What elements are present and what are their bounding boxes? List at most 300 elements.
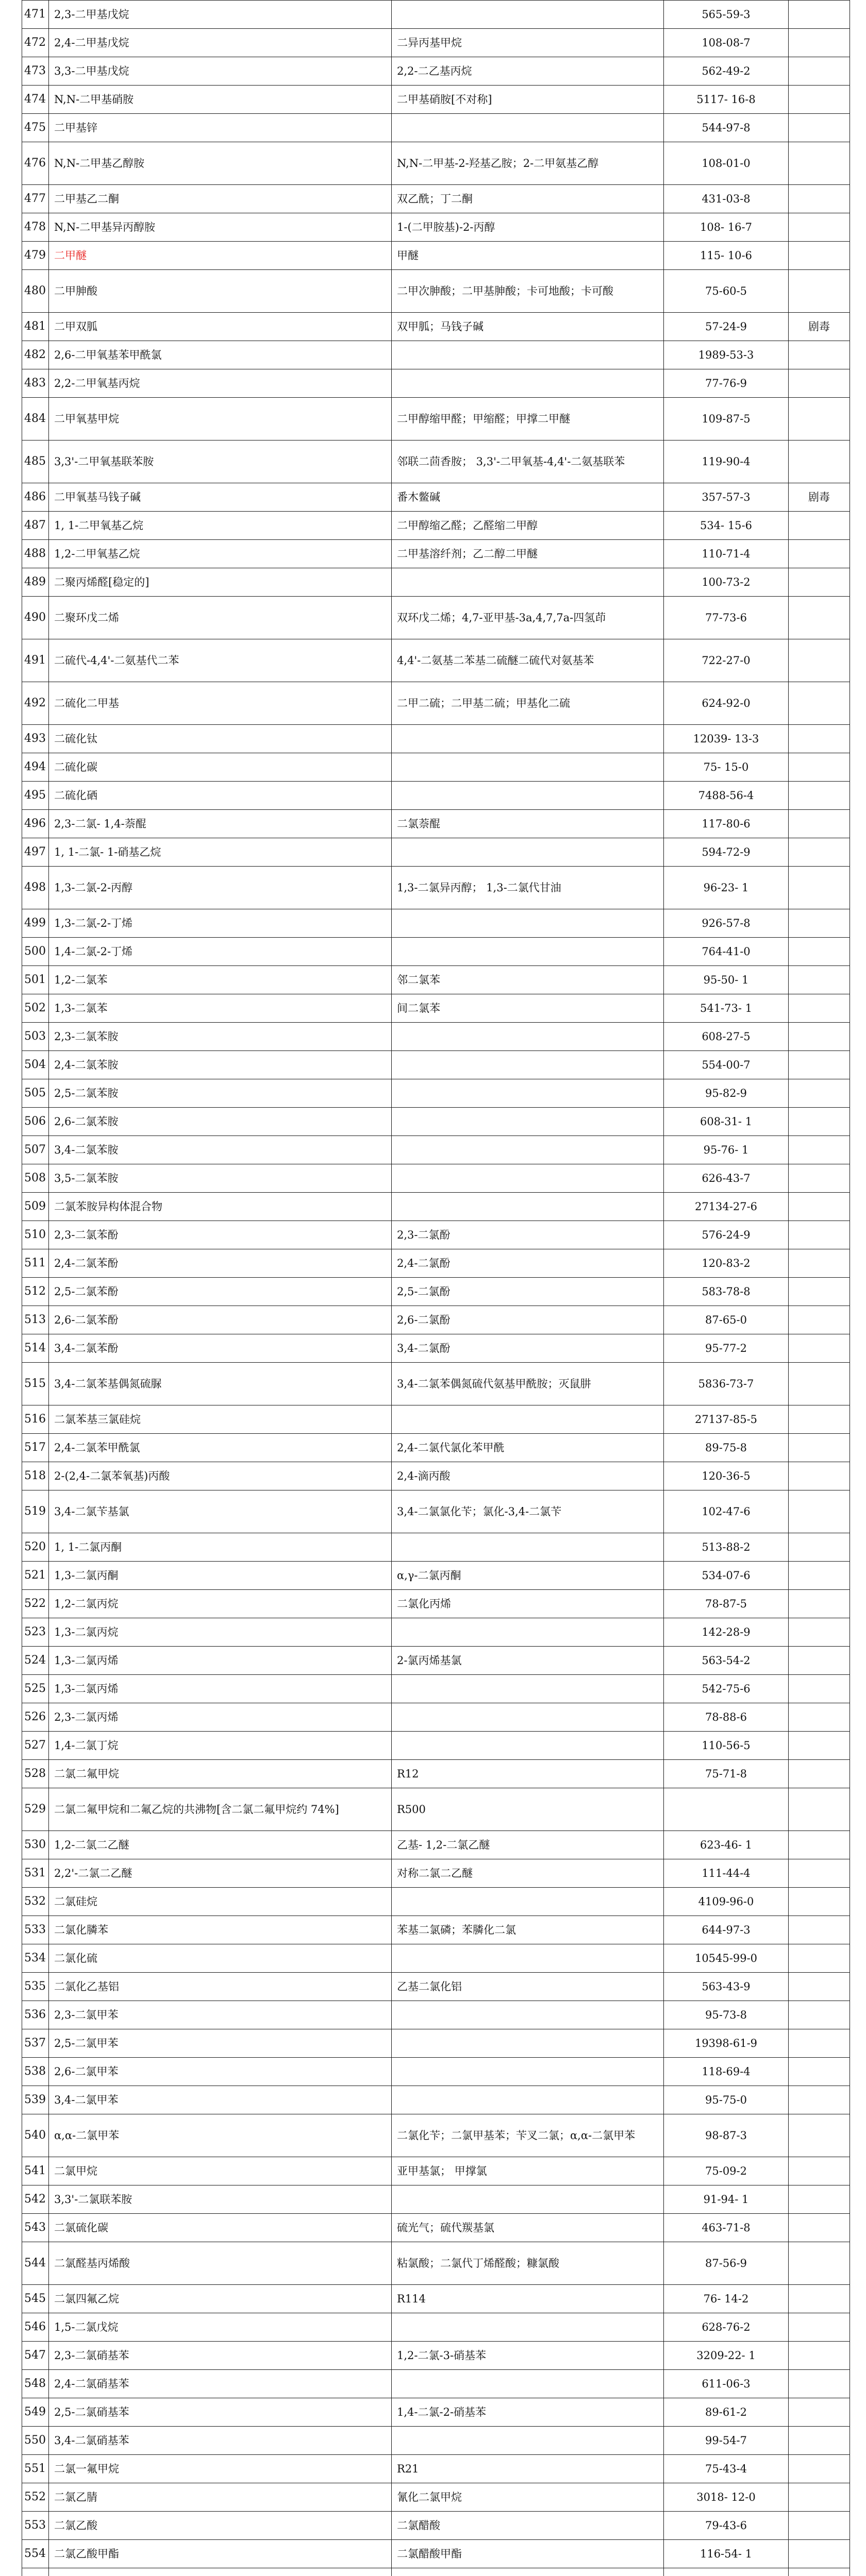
cas-number-cell: 7488-56-4 — [664, 782, 789, 810]
row-number-cell: 541 — [22, 2157, 49, 2185]
table-row — [22, 142, 850, 185]
row-number-cell: 544 — [22, 2242, 49, 2285]
alias-cell: 3,4-二氯氯化苄；氯化-3,4-二氯苄 — [392, 1490, 664, 1533]
cas-number-cell: 95-75-0 — [664, 2086, 789, 2114]
cas-number-cell: 79-43-6 — [664, 2512, 789, 2540]
remark-cell — [789, 1193, 850, 1221]
table-body — [22, 1, 850, 2576]
chemical-name-cell: 2,6-二氯苯酚 — [49, 1306, 392, 1334]
row-number-cell: 502 — [22, 994, 49, 1023]
row-number-cell: 485 — [22, 440, 49, 483]
row-number-cell: 553 — [22, 2512, 49, 2540]
table-row — [22, 114, 850, 142]
cas-number-cell: 623-46- 1 — [664, 1831, 789, 1859]
row-number-cell: 534 — [22, 1944, 49, 1973]
table-row — [22, 2512, 850, 2540]
alias-cell: R12 — [392, 1760, 664, 1788]
remark-cell — [789, 1363, 850, 1405]
cas-number-cell: 98-87-3 — [664, 2114, 789, 2157]
chemical-name-cell: 二氯苯基三氯硅烷 — [49, 1405, 392, 1434]
row-number-cell: 529 — [22, 1788, 49, 1831]
chemical-name-cell: 2,5-二氯甲苯 — [49, 2029, 392, 2058]
chemical-name-cell: 二氯甲烷 — [49, 2157, 392, 2185]
table-row — [22, 1221, 850, 1249]
chemical-name-cell: 二氯二氟甲烷 — [49, 1760, 392, 1788]
chemical-name-cell: 二氯苯胺异构体混合物 — [49, 1193, 392, 1221]
row-number-cell: 522 — [22, 1590, 49, 1618]
chemical-name-cell: 二氯一氟甲烷 — [49, 2455, 392, 2483]
row-number-cell: 549 — [22, 2398, 49, 2427]
row-number-cell: 487 — [22, 512, 49, 540]
row-number-cell: 496 — [22, 810, 49, 838]
cas-number-cell: 108-01-0 — [664, 142, 789, 185]
row-number-cell: 491 — [22, 639, 49, 682]
cas-number-cell: 75-43-4 — [664, 2455, 789, 2483]
alias-cell: 二氯化苄；二氯甲基苯；苄叉二氯；α,α-二氯甲苯 — [392, 2114, 664, 2157]
table-row — [22, 1788, 850, 1831]
row-number-cell: 490 — [22, 597, 49, 639]
alias-cell — [392, 2058, 664, 2086]
remark-cell — [789, 1334, 850, 1363]
cas-number-cell: 4109-96-0 — [664, 1888, 789, 1916]
alias-cell: 乙基二氯化铝 — [392, 1973, 664, 2001]
row-number-cell: 505 — [22, 1079, 49, 1108]
alias-cell — [392, 2370, 664, 2398]
table-row — [22, 838, 850, 867]
table-row — [22, 994, 850, 1023]
alias-cell: 二甲醇缩乙醛；乙醛缩二甲醇 — [392, 512, 664, 540]
chemical-table-sheet — [22, 0, 850, 2576]
remark-cell — [789, 1562, 850, 1590]
alias-cell — [392, 2568, 664, 2576]
cas-number-cell: 91-94- 1 — [664, 2185, 789, 2214]
chemical-name-cell: α,α-二氯甲苯 — [49, 2114, 392, 2157]
alias-cell — [392, 2029, 664, 2058]
chemical-name-cell: 1, 1-二甲氧基乙烷 — [49, 512, 392, 540]
alias-cell: 邻二氯苯 — [392, 966, 664, 994]
cas-number-cell: 111-44-4 — [664, 1859, 789, 1888]
alias-cell — [392, 369, 664, 398]
table-row — [22, 2398, 850, 2427]
table-row — [22, 725, 850, 753]
remark-cell — [789, 213, 850, 242]
cas-number-cell: 562-49-2 — [664, 57, 789, 86]
cas-number-cell: 87-65-0 — [664, 1306, 789, 1334]
alias-cell: 2,4-二氯代氯化苯甲酰 — [392, 1434, 664, 1462]
row-number-cell: 518 — [22, 1462, 49, 1490]
row-number-cell: 471 — [22, 1, 49, 29]
table-row — [22, 242, 850, 270]
remark-cell — [789, 2114, 850, 2157]
cas-number-cell: 77-73-6 — [664, 597, 789, 639]
alias-cell: 乙基- 1,2-二氯乙醚 — [392, 1831, 664, 1859]
chemical-name-cell: 二聚环戊二烯 — [49, 597, 392, 639]
table-row — [22, 2242, 850, 2285]
row-number-cell: 540 — [22, 2114, 49, 2157]
cas-number-cell — [664, 1788, 789, 1831]
table-row — [22, 1434, 850, 1462]
chemical-name-cell: 二硫化钛 — [49, 725, 392, 753]
remark-cell — [789, 2427, 850, 2455]
row-number-cell: 478 — [22, 213, 49, 242]
cas-number-cell: 27137-85-5 — [664, 1405, 789, 1434]
row-number-cell: 512 — [22, 1278, 49, 1306]
cas-number-cell: 534- 15-6 — [664, 512, 789, 540]
alias-cell: 氰化二氯甲烷 — [392, 2483, 664, 2512]
remark-cell — [789, 1164, 850, 1193]
row-number-cell: 554 — [22, 2540, 49, 2568]
cas-number-cell — [664, 2568, 789, 2576]
alias-cell — [392, 1023, 664, 1051]
table-row — [22, 1051, 850, 1079]
alias-cell: 硫光气；硫代羰基氯 — [392, 2214, 664, 2242]
chemical-name-cell: 二氯四氟乙烷 — [49, 2285, 392, 2313]
row-number-cell: 551 — [22, 2455, 49, 2483]
cas-number-cell: 87-56-9 — [664, 2242, 789, 2285]
row-number-cell: 543 — [22, 2214, 49, 2242]
table-row — [22, 270, 850, 313]
table-row — [22, 57, 850, 86]
remark-cell — [789, 1675, 850, 1703]
cas-number-cell: 594-72-9 — [664, 838, 789, 867]
remark-cell: 剧毒 — [789, 483, 850, 512]
remark-cell — [789, 2086, 850, 2114]
table-row — [22, 2370, 850, 2398]
table-row — [22, 639, 850, 682]
chemical-name-cell: 2,3-二氯苯胺 — [49, 1023, 392, 1051]
alias-cell: 二氯萘醌 — [392, 810, 664, 838]
chemical-name-cell: 1,3-二氯-2-丙醇 — [49, 867, 392, 909]
table-row — [22, 1164, 850, 1193]
chemical-name-cell: 二氯乙腈 — [49, 2483, 392, 2512]
table-row — [22, 2313, 850, 2342]
table-row — [22, 1647, 850, 1675]
cas-number-cell: 1989-53-3 — [664, 341, 789, 369]
alias-cell: 1,2-二氯-3-硝基苯 — [392, 2342, 664, 2370]
chemical-name-cell: 2,4-二氯苯酚 — [49, 1249, 392, 1278]
cas-number-cell: 542-75-6 — [664, 1675, 789, 1703]
remark-cell — [789, 725, 850, 753]
cas-number-cell: 608-27-5 — [664, 1023, 789, 1051]
chemical-name-cell: 2,4-二氯硝基苯 — [49, 2370, 392, 2398]
row-number-cell: 520 — [22, 1533, 49, 1562]
row-number-cell: 523 — [22, 1618, 49, 1647]
alias-cell — [392, 1051, 664, 1079]
row-number-cell: 527 — [22, 1732, 49, 1760]
table-row — [22, 1732, 850, 1760]
table-row — [22, 1916, 850, 1944]
alias-cell: 二甲基溶纤剂；乙二醇二甲醚 — [392, 540, 664, 568]
row-number-cell: 473 — [22, 57, 49, 86]
cas-number-cell: 100-73-2 — [664, 568, 789, 597]
chemical-name-cell: 二氯硅烷 — [49, 1888, 392, 1916]
row-number-cell: 509 — [22, 1193, 49, 1221]
alias-cell — [392, 1618, 664, 1647]
cas-number-cell: 119-90-4 — [664, 440, 789, 483]
chemical-name-cell: 1,2-二甲氧基乙烷 — [49, 540, 392, 568]
remark-cell — [789, 753, 850, 782]
cas-number-cell: 75-09-2 — [664, 2157, 789, 2185]
alias-cell: 双甲胍；马钱子碱 — [392, 313, 664, 341]
remark-cell — [789, 867, 850, 909]
table-row — [22, 2285, 850, 2313]
table-row — [22, 597, 850, 639]
table-row — [22, 1703, 850, 1732]
cas-number-cell: 120-36-5 — [664, 1462, 789, 1490]
chemical-name-cell: 2,4-二氯苯甲酰氯 — [49, 1434, 392, 1462]
alias-cell — [392, 725, 664, 753]
table-row — [22, 1490, 850, 1533]
chemical-name-cell: 二甲双胍 — [49, 313, 392, 341]
remark-cell — [789, 966, 850, 994]
chemical-name-cell: 1,2-二氯苯 — [49, 966, 392, 994]
remark-cell — [789, 1703, 850, 1732]
table-row — [22, 1760, 850, 1788]
remark-cell — [789, 782, 850, 810]
alias-cell: 2,6-二氯酚 — [392, 1306, 664, 1334]
row-number-cell: 516 — [22, 1405, 49, 1434]
remark-cell — [789, 2242, 850, 2285]
remark-cell — [789, 1916, 850, 1944]
alias-cell — [392, 753, 664, 782]
alias-cell: 番木鳖碱 — [392, 483, 664, 512]
cas-number-cell: 95-73-8 — [664, 2001, 789, 2029]
table-row — [22, 568, 850, 597]
chemical-name-cell: 二氯醛基丙烯酸 — [49, 2242, 392, 2285]
remark-cell — [789, 1859, 850, 1888]
table-row — [22, 867, 850, 909]
cas-number-cell: 76- 14-2 — [664, 2285, 789, 2313]
cas-number-cell: 89-75-8 — [664, 1434, 789, 1462]
cas-number-cell: 611-06-3 — [664, 2370, 789, 2398]
alias-cell: 1,4-二氯-2-硝基苯 — [392, 2398, 664, 2427]
chemical-name-cell: 2-(2,4-二氯苯氧基)丙酸 — [49, 1462, 392, 1490]
cas-number-cell: 27134-27-6 — [664, 1193, 789, 1221]
remark-cell — [789, 86, 850, 114]
chemical-name-cell: 3,3'-二氯联苯胺 — [49, 2185, 392, 2214]
remark-cell — [789, 1434, 850, 1462]
cas-number-cell: 109-87-5 — [664, 398, 789, 440]
chemical-name-cell: 2,3-二甲基戊烷 — [49, 1, 392, 29]
table-row — [22, 1193, 850, 1221]
row-number-cell: 500 — [22, 938, 49, 966]
cas-number-cell: 117-80-6 — [664, 810, 789, 838]
alias-cell: 亚甲基氯； 甲撑氯 — [392, 2157, 664, 2185]
alias-cell — [392, 114, 664, 142]
row-number-cell: 499 — [22, 909, 49, 938]
cas-number-cell: 463-71-8 — [664, 2214, 789, 2242]
remark-cell — [789, 29, 850, 57]
table-row — [22, 1590, 850, 1618]
row-number-cell: 494 — [22, 753, 49, 782]
remark-cell — [789, 1136, 850, 1164]
cas-number-cell: 624-92-0 — [664, 682, 789, 725]
row-number-cell: 552 — [22, 2483, 49, 2512]
table-row — [22, 1108, 850, 1136]
chemical-name-cell: 2,6-二氯苯胺 — [49, 1108, 392, 1136]
cas-number-cell: 3018- 12-0 — [664, 2483, 789, 2512]
row-number-cell: 524 — [22, 1647, 49, 1675]
chemical-name-cell: 3,3-二甲基戊烷 — [49, 57, 392, 86]
remark-cell — [789, 1618, 850, 1647]
row-number-cell: 484 — [22, 398, 49, 440]
chemical-name-cell: 二氯化膦苯 — [49, 1916, 392, 1944]
table-row — [22, 1023, 850, 1051]
table-row — [22, 2029, 850, 2058]
row-number-cell: 519 — [22, 1490, 49, 1533]
table-row — [22, 369, 850, 398]
row-number-cell: 480 — [22, 270, 49, 313]
cas-number-cell: 576-24-9 — [664, 1221, 789, 1249]
row-number-cell: 479 — [22, 242, 49, 270]
remark-cell — [789, 1533, 850, 1562]
table-row — [22, 1136, 850, 1164]
chemical-name-cell: 1,4-二氯-2-丁烯 — [49, 938, 392, 966]
cas-number-cell: 75-71-8 — [664, 1760, 789, 1788]
row-number-cell: 483 — [22, 369, 49, 398]
chemical-name-cell: 3,5-二氯苯胺 — [49, 1164, 392, 1193]
cas-number-cell: 608-31- 1 — [664, 1108, 789, 1136]
alias-cell: 双环戊二烯；4,7-亚甲基-3a,4,7,7a-四氢茚 — [392, 597, 664, 639]
remark-cell — [789, 1760, 850, 1788]
alias-cell: 二甲次胂酸；二甲基胂酸；卡可地酸；卡可酸 — [392, 270, 664, 313]
remark-cell — [789, 1888, 850, 1916]
alias-cell — [392, 1136, 664, 1164]
table-row — [22, 938, 850, 966]
cas-number-cell: 120-83-2 — [664, 1249, 789, 1278]
alias-cell: 2,3-二氯酚 — [392, 1221, 664, 1249]
row-number-cell: 508 — [22, 1164, 49, 1193]
alias-cell — [392, 838, 664, 867]
remark-cell — [789, 2029, 850, 2058]
remark-cell — [789, 2001, 850, 2029]
chemical-name-cell: 二甲氧基马钱子碱 — [49, 483, 392, 512]
chemical-name-cell: 二硫化二甲基 — [49, 682, 392, 725]
row-number-cell: 525 — [22, 1675, 49, 1703]
remark-cell — [789, 1788, 850, 1831]
row-number-cell: 528 — [22, 1760, 49, 1788]
alias-cell: 2,4-二氯酚 — [392, 1249, 664, 1278]
table-row — [22, 2114, 850, 2157]
table-row — [22, 540, 850, 568]
remark-cell — [789, 909, 850, 938]
chemical-name-cell: 二甲胂酸 — [49, 270, 392, 313]
table-row — [22, 682, 850, 725]
chemical-name-cell: 二氯化乙基铝 — [49, 1973, 392, 2001]
cas-number-cell: 926-57-8 — [664, 909, 789, 938]
chemical-name-cell: 二氯乙酸 — [49, 2512, 392, 2540]
remark-cell — [789, 1079, 850, 1108]
row-number-cell: 510 — [22, 1221, 49, 1249]
remark-cell — [789, 341, 850, 369]
alias-cell: 二氯化丙烯 — [392, 1590, 664, 1618]
remark-cell — [789, 682, 850, 725]
alias-cell — [392, 2427, 664, 2455]
table-row — [22, 1249, 850, 1278]
cas-number-cell: 95-76- 1 — [664, 1136, 789, 1164]
chemical-name-cell: 2,3-二氯苯酚 — [49, 1221, 392, 1249]
row-number-cell: 539 — [22, 2086, 49, 2114]
chemical-name-cell: 1,3-二氯丙酮 — [49, 1562, 392, 1590]
table-row — [22, 2157, 850, 2185]
remark-cell — [789, 2285, 850, 2313]
remark-cell — [789, 1462, 850, 1490]
cas-number-cell: 108-08-7 — [664, 29, 789, 57]
alias-cell: 间二氯苯 — [392, 994, 664, 1023]
cas-number-cell: 110-71-4 — [664, 540, 789, 568]
row-number-cell: 517 — [22, 1434, 49, 1462]
row-number-cell: 477 — [22, 185, 49, 213]
table-row — [22, 341, 850, 369]
row-number-cell: 548 — [22, 2370, 49, 2398]
table-row — [22, 512, 850, 540]
table-row — [22, 2540, 850, 2568]
table-row — [22, 1831, 850, 1859]
chemical-name-cell: 1,3-二氯-2-丁烯 — [49, 909, 392, 938]
remark-cell — [789, 1944, 850, 1973]
table-row — [22, 2058, 850, 2086]
row-number-cell: 489 — [22, 568, 49, 597]
alias-cell: 2,5-二氯酚 — [392, 1278, 664, 1306]
cas-number-cell: 3209-22- 1 — [664, 2342, 789, 2370]
alias-cell: 3,4-二氯酚 — [392, 1334, 664, 1363]
chemical-name-cell: 2,4-二甲基戊烷 — [49, 29, 392, 57]
chemical-name-cell: N,N-二甲基硝胺 — [49, 86, 392, 114]
remark-cell — [789, 1023, 850, 1051]
alias-cell: 二氯醋酸 — [392, 2512, 664, 2540]
chemical-name-cell: 2,2'-二氯二乙醚 — [49, 1859, 392, 1888]
chemical-table — [22, 0, 850, 2576]
chemical-name-cell: 二聚丙烯醛[稳定的] — [49, 568, 392, 597]
table-row — [22, 1888, 850, 1916]
chemical-name-cell: 1, 1-二氯- 1-硝基乙烷 — [49, 838, 392, 867]
remark-cell — [789, 1831, 850, 1859]
remark-cell — [789, 2483, 850, 2512]
row-number-cell: 550 — [22, 2427, 49, 2455]
chemical-name-cell: 3,4-二氯甲苯 — [49, 2086, 392, 2114]
cas-number-cell: 102-47-6 — [664, 1490, 789, 1533]
table-row — [22, 1618, 850, 1647]
row-number-cell: 474 — [22, 86, 49, 114]
remark-cell — [789, 639, 850, 682]
row-number-cell: 513 — [22, 1306, 49, 1334]
row-number-cell: 501 — [22, 966, 49, 994]
cas-number-cell: 78-87-5 — [664, 1590, 789, 1618]
table-row — [22, 313, 850, 341]
cas-number-cell: 565-59-3 — [664, 1, 789, 29]
cas-number-cell: 563-43-9 — [664, 1973, 789, 2001]
table-row — [22, 440, 850, 483]
table-row — [22, 483, 850, 512]
cas-number-cell: 534-07-6 — [664, 1562, 789, 1590]
alias-cell — [392, 2185, 664, 2214]
remark-cell — [789, 114, 850, 142]
alias-cell: 二氯醋酸甲酯 — [392, 2540, 664, 2568]
table-row — [22, 2086, 850, 2114]
table-row — [22, 966, 850, 994]
row-number-cell: 535 — [22, 1973, 49, 2001]
table-row — [22, 2483, 850, 2512]
remark-cell — [789, 2512, 850, 2540]
cas-number-cell: 96-23- 1 — [664, 867, 789, 909]
table-row — [22, 1363, 850, 1405]
alias-cell: 粘氯酸；二氯代丁烯醛酸；糠氯酸 — [392, 2242, 664, 2285]
row-number-cell: 531 — [22, 1859, 49, 1888]
cas-number-cell: 5836-73-7 — [664, 1363, 789, 1405]
row-number-cell: 514 — [22, 1334, 49, 1363]
cas-number-cell: 57-24-9 — [664, 313, 789, 341]
chemical-name-cell: 二硫化硒 — [49, 782, 392, 810]
